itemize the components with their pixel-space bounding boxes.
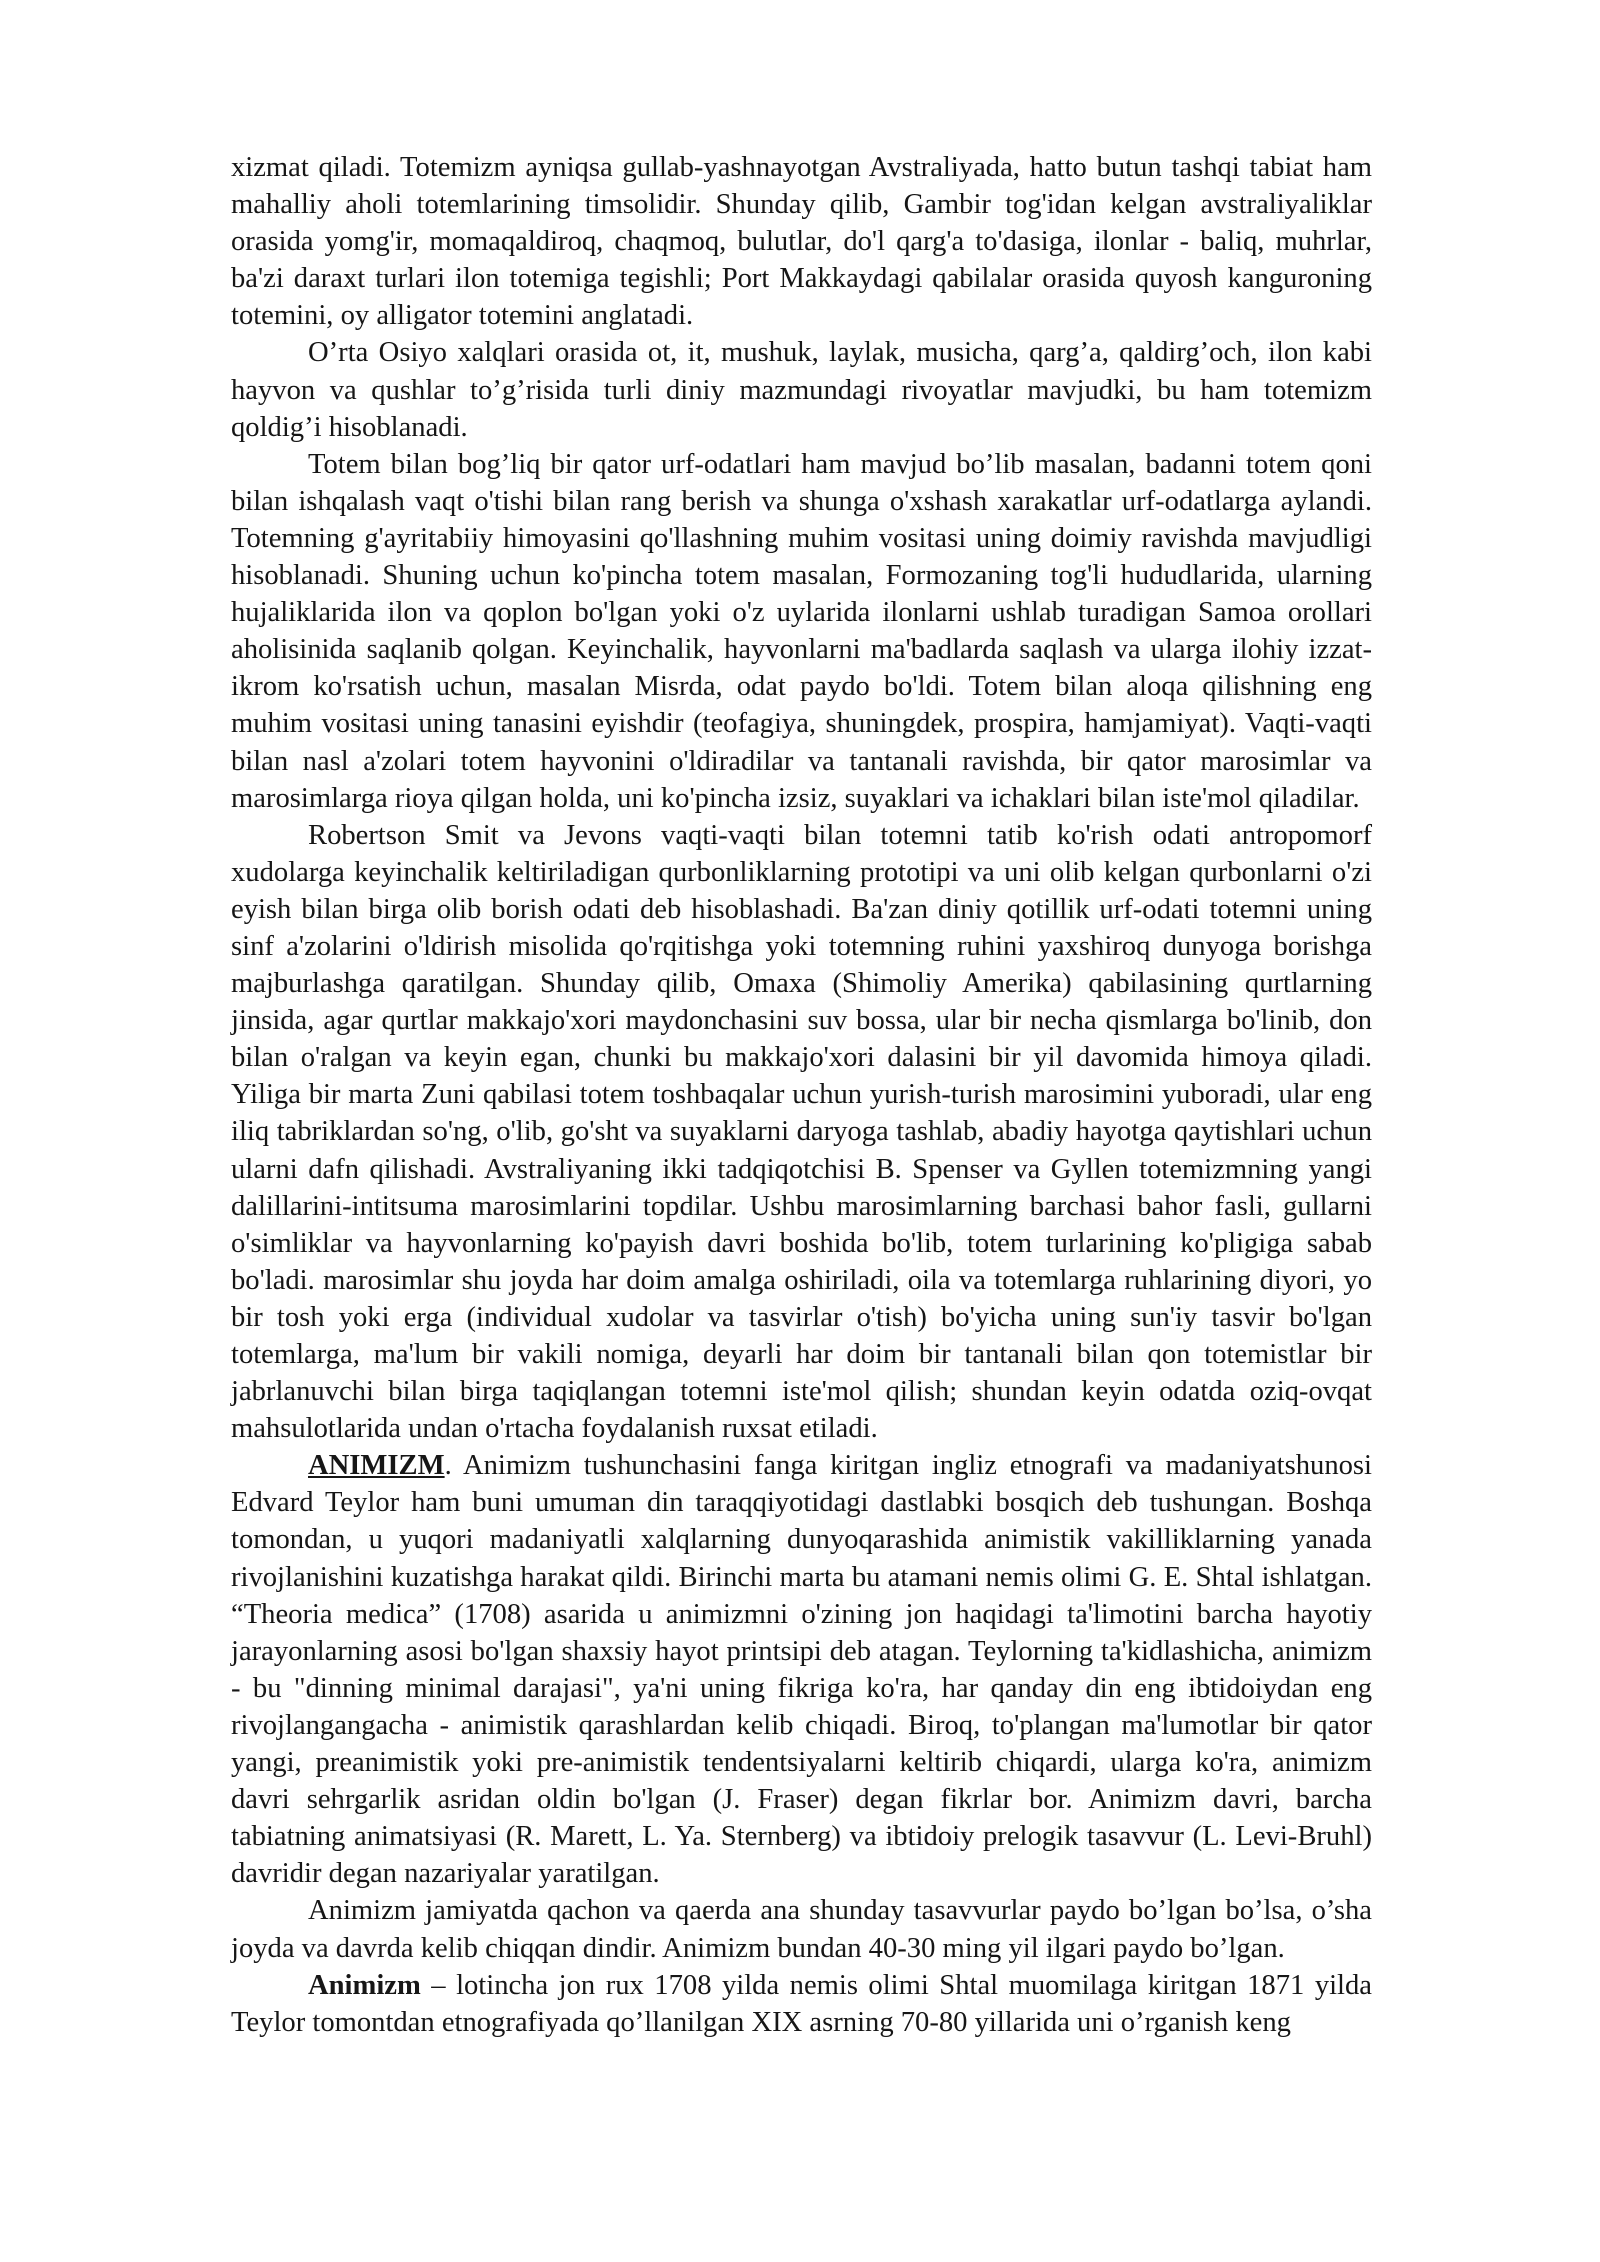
paragraph-totemism-australia — [231, 149, 1372, 334]
paragraph-text: – lotincha jon rux 1708 yilda nemis olimi Shtal muomilaga kiritgan 1871 yilda Teylor tomontdan etnografiyada qo’llanilgan XIX asrning 70-80 yillarida uni o’rganish keng — [231, 1969, 1372, 2038]
paragraph-text: Animizm jamiyatda qachon va qaerda ana shunday tasavvurlar paydo bo’lgan bo’lsa, o’sha joyda va davrda kelib chiqqan dindir. Animizm bundan 40-30 ming yil ilgari paydo bo’lgan. — [231, 1895, 1372, 1964]
paragraph-text: . Animizm tushunchasini fanga kiritgan ingliz etnografi va madaniyatshunosi Edvard Teylor ham buni umuman din taraqqiyotidagi dastlabki bosqich deb tushungan. Boshqa tomondan, u yuqori madaniyatli xalqlarning dunyoqarashida animistik vakilliklarning yanada rivojlanishini kuzatishga harakat qildi. Birinchi marta bu atamani nemis olimi G. E. Shtal ishlatgan. “Theoria medica” (1708) asarida u animizmni o'zining jon haqidagi ta'limotini barcha hayotiy jarayonlarning asosi bo'lgan shaxsiy hayot printsipi deb atagan. Teylorning ta'kidlashicha, animizm - bu "dinning minimal darajasi", ya'ni uning fikriga ko'ra, har qanday din eng ibtidoiydan eng rivojlangangacha - animistik qarashlardan kelib chiqadi. Biroq, to'plangan ma'lumotlar bir qator yangi, preanimistik yoki pre-animistik tendentsiyalarni keltirib chiqardi, ularga ko'ra, animizm davri sehrgarlik asridan oldin bo'lgan (J. Fraser) degan fikrlar bor. Animizm davri, barcha tabiatning animatsiyasi (R. Marett, L. Ya. Sternberg) va ibtidoiy prelogik tasavvur (L. Levi-Bruhl) davridir degan nazariyalar yaratilgan. — [231, 1450, 1372, 1890]
paragraph-robertson-smith — [231, 817, 1372, 1448]
document-page — [231, 149, 1372, 2041]
paragraph-animism-origin — [231, 1892, 1372, 1966]
paragraph-text: Robertson Smit va Jevons vaqti-vaqti bilan totemni tatib ko'rish odati antropomorf xudolarga keyinchalik keltiriladigan qurbonliklarning prototipi va uni olib kelgan qurbonlarni o'zi eyish bilan birga olib borish odati deb hisoblashadi. Ba'zan diniy qotillik urf-odati totemni uning sinf a'zolarini o'ldirish misolida qo'rqitishga yoki totemning ruhini yaxshiroq dunyoga borishga majburlashga qaratilgan. Shunday qilib, Omaxa (Shimoliy Amerika) qabilasining qurtlarning jinsida, agar qurtlar makkajo'xori maydonchasini suv bossa, ular bir necha qismlarga bo'linib, don bilan o'ralgan va keyin egan, chunki bu makkajo'xori dalasini bir yil davomida himoya qiladi. Yiliga bir marta Zuni qabilasi totem toshbaqalar uchun yurish-turish marosimini yuboradi, ular eng iliq tabriklardan so'ng, o'lib, go'sht va suyaklarni daryoga tashlab, abadiy hayotga qaytishlari uchun ularni dafn qilishadi. Avstraliyaning ikki tadqiqotchisi B. Spenser va Gyllen totemizmning yangi dalillarini-intitsuma marosimlarini topdilar. Ushbu marosimlarning barchasi bahor fasli, gullarni o'simliklar va hayvonlarning ko'payish davri boshida bo'lib, totem turlarining ko'pligiga sabab bo'ladi. marosimlar shu joyda har doim amalga oshiriladi, oila va totemlarga ruhlarining diyori, yo bir tosh yoki erga (individual xudolar va tasvirlar o'tish) bo'yicha uning sun'iy tasvir bo'lgan totemlarga, ma'lum bir vakili nomiga, deyarli har doim bir tantanali bilan qon totemistlar bir jabrlanuvchi bilan birga taqiqlangan totemni iste'mol qilish; shundan keyin odatda oziq-ovqat mahsulotlarida undan o'rtacha foydalanish ruxsat etiladi. — [231, 819, 1372, 1445]
paragraph-text: O’rta Osiyo xalqlari orasida ot, it, mushuk, laylak, musicha, qarg’a, qaldirg’och, ilon kabi hayvon va qushlar to’g’risida turli diniy mazmundagi rivoyatlar mavjudki, bu ham totemizm qoldig’i hisoblanadi. — [231, 337, 1372, 443]
term-animism: Animizm — [308, 1969, 421, 2001]
paragraph-text: xizmat qiladi. Totemizm ayniqsa gullab-yashnayotgan Avstraliyada, hatto butun tashqi tabiat ham mahalliy aholi totemlarining timsolidir. Shunday qilib, Gambir tog'idan kelgan avstraliyaliklar orasida yomg'ir, momaqaldiroq, chaqmoq, bulutlar, do'l qarg'a to'dasiga, ilonlar - baliq, muhrlar, ba'zi daraxt turlari ilon totemiga tegishli; Port Makkaydagi qabilalar orasida quyosh kanguroning totemini, oy alligator totemini anglatadi. — [231, 152, 1372, 332]
paragraph-text: Totem bilan bog’liq bir qator urf-odatlari ham mavjud bo’lib masalan, badanni totem qoni bilan ishqalash vaqt o'tishi bilan rang berish va shunga o'xshash xarakatlar urf-odatlarga aylandi. Totemning g'ayritabiiy himoyasini qo'llashning muhim vositasi uning doimiy ravishda mavjudligi hisoblanadi. Shuning uchun ko'pincha totem masalan, Formozaning tog'li hududlarida, ularning hujaliklarida ilon va qoplon bo'lgan yoki o'z uylarida ilonlarni ushlab turadigan Samoa orollari aholisinida saqlanib qolgan. Keyinchalik, hayvonlarni ma'badlarda saqlash va ularga ilohiy izzat-ikrom ko'rsatish uchun, masalan Misrda, odat paydo bo'ldi. Totem bilan aloqa qilishning eng muhim vositasi uning tanasini eyishdir (teofagiya, shuningdek, prospira, hamjamiyat). Vaqti-vaqti bilan nasl a'zolari totem hayvonini o'ldiradilar va tantanali ravishda, bir qator marosimlar va marosimlarga rioya qilgan holda, uni ko'pincha izsiz, suyaklari va ichaklari bilan iste'mol qiladilar. — [231, 448, 1372, 814]
paragraph-totem-customs — [231, 446, 1372, 817]
paragraph-animism-heading — [231, 1447, 1372, 1892]
paragraph-central-asia — [231, 334, 1372, 445]
section-heading-animism: ANIMIZM — [308, 1450, 445, 1482]
paragraph-animism-definition — [231, 1967, 1372, 2041]
